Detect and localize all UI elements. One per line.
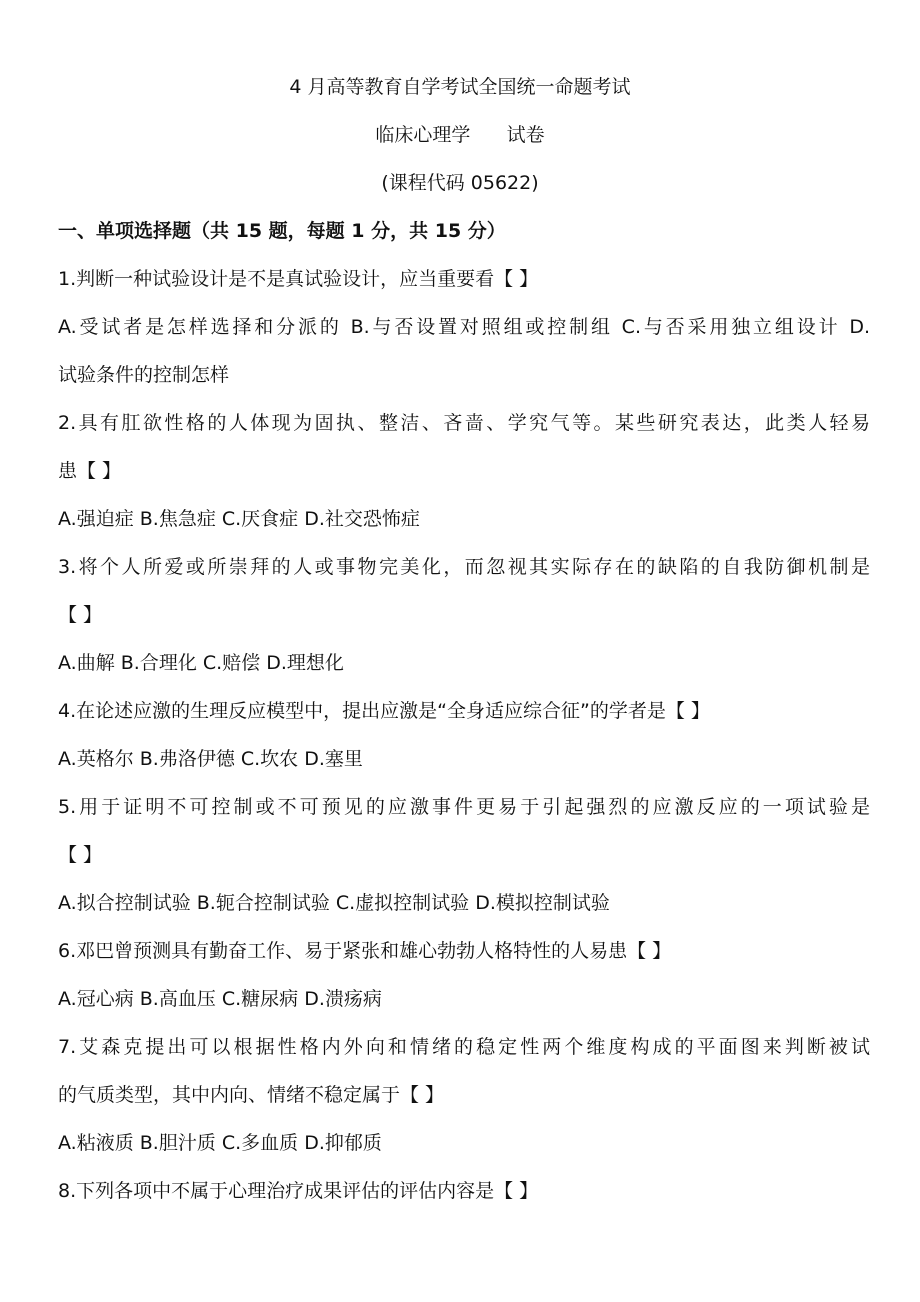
question-4-options: A.英格尔 B.弗洛伊德 C.坎农 D.塞里 <box>58 748 363 770</box>
question-2-text-cont: 患【 】 <box>58 460 122 482</box>
question-2-text: 2.具有肛欲性格的人体现为固执、整洁、吝啬、学究气等。某些研究表达，此类人轻易 <box>58 412 870 434</box>
question-6-options: A.冠心病 B.高血压 C.糖尿病 D.溃疡病 <box>58 988 382 1010</box>
question-3-text: 3.将个人所爱或所崇拜的人或事物完美化，而忽视其实际存在的缺陷的自我防御机制是 <box>58 556 870 578</box>
question-1-options: A.受试者是怎样选择和分派的 B.与否设置对照组或控制组 C.与否采用独立组设计 D. <box>58 316 870 338</box>
exam-subtitle: 临床心理学 试卷 <box>375 124 545 146</box>
question-5-text: 5.用于证明不可控制或不可预见的应激事件更易于引起强烈的应激反应的一项试验是 <box>58 796 870 818</box>
question-5-text-cont: 【 】 <box>58 844 103 866</box>
question-1-text: 1.判断一种试验设计是不是真试验设计，应当重要看【 】 <box>58 268 539 290</box>
question-6-text: 6.邓巴曾预测具有勤奋工作、易于紧张和雄心勃勃人格特性的人易患【 】 <box>58 940 672 962</box>
question-1-options-cont: 试验条件的控制怎样 <box>58 364 230 386</box>
exam-title: 4 月高等教育自学考试全国统一命题考试 <box>289 76 631 98</box>
question-2-options: A.强迫症 B.焦急症 C.厌食症 D.社交恐怖症 <box>58 508 420 530</box>
question-5-options: A.拟合控制试验 B.轭合控制试验 C.虚拟控制试验 D.模拟控制试验 <box>58 892 610 914</box>
question-7-options: A.粘液质 B.胆汁质 C.多血质 D.抑郁质 <box>58 1132 382 1154</box>
question-7-text-cont: 的气质类型，其中内向、情绪不稳定属于【 】 <box>58 1084 445 1106</box>
question-7-text: 7.艾森克提出可以根据性格内外向和情绪的稳定性两个维度构成的平面图来判断被试 <box>58 1036 870 1058</box>
section-heading: 一、单项选择题（共 15 题，每题 1 分，共 15 分） <box>58 220 506 242</box>
question-4-text: 4.在论述应激的生理反应模型中，提出应激是“全身适应综合征”的学者是【 】 <box>58 700 710 722</box>
question-8-text: 8.下列各项中不属于心理治疗成果评估的评估内容是【 】 <box>58 1180 539 1202</box>
course-code: (课程代码 05622) <box>381 172 539 194</box>
question-3-text-cont: 【 】 <box>58 604 103 626</box>
question-3-options: A.曲解 B.合理化 C.赔偿 D.理想化 <box>58 652 344 674</box>
